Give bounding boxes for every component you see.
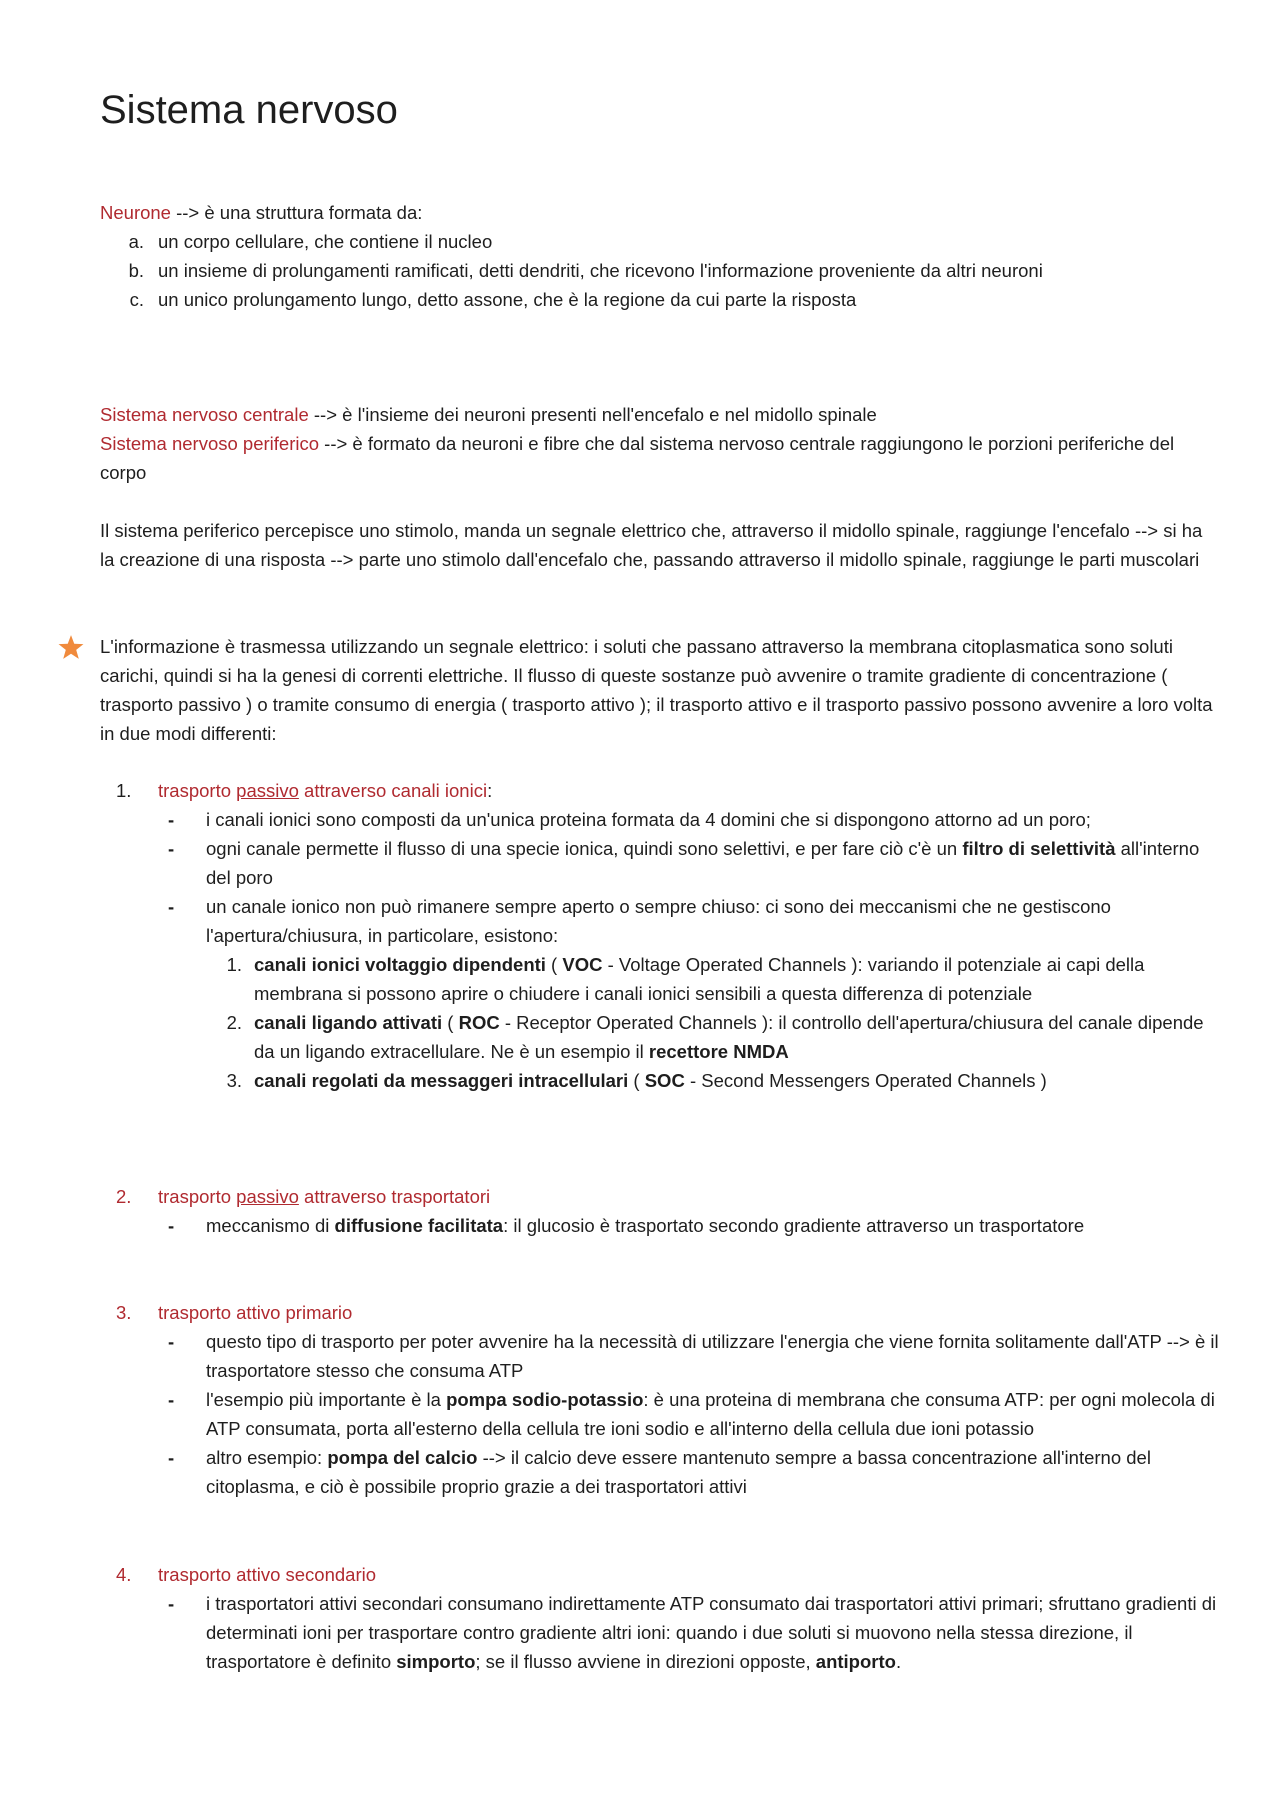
- section-attivo-primario: [100, 1298, 1220, 1501]
- neurone-section: [100, 198, 1220, 314]
- section-heading: 4. trasporto attivo secondario: [116, 1564, 377, 1585]
- section-heading: 1. trasporto passivo attraverso canali ionici:: [116, 780, 493, 801]
- neurone-term: Neurone: [100, 202, 171, 223]
- list-item: 2. canali ligando attivati ( ROC - Receptor Operated Channels ): il controllo dell'apertura/chiusura del canale dipende da un ligando extracellulare. Ne è un esempio il recettore NMDA: [226, 1012, 1204, 1062]
- list-item: - i trasportatori attivi secondari consumano indirettamente ATP consumato dai trasportatori attivi primari; sfruttano gradienti di determinati ioni per trasportare contro gradiente altri ioni: quando i due soluti si muovono nella stessa direzione, il trasportatore è definito simporto; se il flusso avviene in direzioni opposte, antiporto.: [168, 1593, 1217, 1672]
- section-attivo-secondario: [100, 1560, 1220, 1676]
- list-item: - ogni canale permette il flusso di una specie ionica, quindi sono selettivi, e per fare ciò c'è un filtro di selettività all'interno del poro: [168, 838, 1200, 888]
- paragraph-informazione: L'informazione è trasmessa utilizzando un segnale elettrico: i soluti che passano attraverso la membrana citoplasmatica sono soluti carichi, quindi si ha la genesi di correnti elettriche. Il flusso di queste sostanze può avvenire o tramite gradiente di concentrazione ( trasporto passivo ) o tramite consumo di energia ( trasporto attivo ); il trasporto attivo e il trasporto passivo possono avvenire a loro volta in due modi differenti:: [100, 636, 1213, 744]
- section-trasportatori: [100, 1182, 1220, 1240]
- section-heading: 2. trasporto passivo attraverso trasportatori: [116, 1186, 491, 1207]
- list-item: b. un insieme di prolungamenti ramificati, detti dendriti, che ricevono l'informazione proveniente da altri neuroni: [128, 260, 1043, 281]
- sistema-nervoso-definitions: [100, 400, 1220, 487]
- list-item: 1. canali ionici voltaggio dipendenti ( VOC - Voltage Operated Channels ): variando il potenziale ai capi della membrana si possono aprire o chiudere i canali ionici sensibili a questa differenza di potenziale: [226, 954, 1145, 1004]
- snp-definition: Sistema nervoso periferico --> è formato da neuroni e fibre che dal sistema nervoso centrale raggiungono le porzioni periferiche del corpo: [100, 433, 1175, 483]
- section-heading: 3. trasporto attivo primario: [116, 1302, 353, 1323]
- list-item: - meccanismo di diffusione facilitata: il glucosio è trasportato secondo gradiente attraverso un trasportatore: [168, 1215, 1085, 1236]
- paragraph-stimolo: Il sistema periferico percepisce uno stimolo, manda un segnale elettrico che, attraverso il midollo spinale, raggiunge l'encefalo --> si ha la creazione di una risposta --> parte uno stimolo dall'encefalo che, passando attraverso il midollo spinale, raggiunge le parti muscolari: [100, 520, 1203, 570]
- list-item: - i canali ionici sono composti da un'unica proteina formata da 4 domini che si dispongono attorno ad un poro;: [168, 809, 1091, 830]
- list-item: c. un unico prolungamento lungo, detto assone, che è la regione da cui parte la risposta: [129, 289, 857, 310]
- list-item: - l'esempio più importante è la pompa sodio-potassio: è una proteina di membrana che consuma ATP: per ogni molecola di ATP consumata, porta all'esterno della cellula tre ioni sodio e all'interno della cellula due ioni potassio: [168, 1389, 1215, 1439]
- section-canali-ionici: [100, 776, 1220, 1095]
- list-item: - questo tipo di trasporto per poter avvenire ha la necessità di utilizzare l'energia che viene fornita solitamente dall'ATP --> è il trasportatore stesso che consuma ATP: [168, 1331, 1219, 1381]
- neurone-definition: Neurone --> è una struttura formata da:: [100, 202, 423, 223]
- list-item: 3. canali regolati da messaggeri intracellulari ( SOC - Second Messengers Operated Channels ): [226, 1070, 1047, 1091]
- list-item: - un canale ionico non può rimanere sempre aperto o sempre chiuso: ci sono dei meccanismi che ne gestiscono l'apertura/chiusura, in particolare, esistono:: [168, 896, 1111, 946]
- list-item: a. un corpo cellulare, che contiene il nucleo: [128, 231, 493, 252]
- snc-definition: Sistema nervoso centrale --> è l'insieme dei neuroni presenti nell'encefalo e nel midollo spinale: [100, 404, 877, 425]
- list-item: - altro esempio: pompa del calcio --> il calcio deve essere mantenuto sempre a bassa concentrazione all'interno del citoplasma, e ciò è possibile proprio grazie a dei trasportatori attivi: [168, 1447, 1151, 1497]
- page-title: Sistema nervoso: [100, 88, 398, 132]
- star-icon: [58, 634, 84, 660]
